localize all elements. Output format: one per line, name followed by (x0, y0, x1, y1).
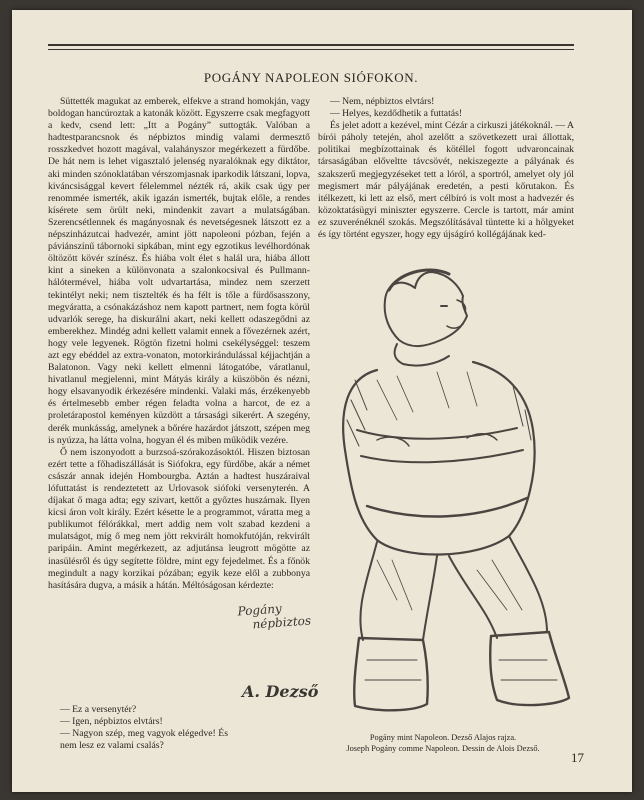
dialog-line: — Ez a versenytér? (60, 704, 137, 715)
handwritten-signature-pogany (237, 600, 311, 633)
article-right-column (318, 96, 574, 241)
dialog-line: — Helyes, kezdődhetik a futtatás! (330, 108, 463, 120)
dialog-line: — Nagyon szép, meg vagyok elégedve! És nem lesz ez valami csalás? (60, 728, 228, 752)
paragraph: Ő nem iszonyodott a burzsoá-szórakozásoktól. Hiszen biztosan ezért tette a főhadiszállását is Siófokra, egy fürdőbe, akár a német császár annak idején Hombourgba. Aztán a hadtest huszáraival lófuttatást is rendeztetett az Urlovasok siófoki versenyterén. A díjakat ő maga adta; egy szivart, kettőt a győztes huszárnak. Ilyen kicsi áron volt király. Ezért késette le a programmot, váratta meg a publikumot félórákkal, mert addig nem volt szabad kezdeni a mulatságot, míg ő meg nem jött rekvirált homokfutóján, rekvirált paripáin. Amint megérkezett, az adjutánsa leugrott mögötte az inasülésről és úgy segítette földre, mint egy fejedelmet. És a főnök megindult a nagy korzikai pózában; egyik keze elől a zubbonya hasítására dugva, a másik a hátán. Méltóságosan kérdezte: (48, 446, 310, 591)
artist-signature: A. Dezső (242, 682, 319, 701)
caption-french: Joseph Pogány comme Napoleon. Dessin de Alois Dezső. (346, 744, 540, 753)
signature-line: népbiztos (252, 613, 312, 632)
paragraph: És jelet adott a kezével, mint Cézár a cirkuszi játékoknál. — A bírói páholy tetején, ahol azelőtt a szövetkezett urai állottak, politikai megbízottainak és kötéllel fogott udvaroncainak társaságában előveltte távcsövét, nekiszegezte a pályának és szakszerű megjegyzéseket tett a lóról, a sportról, amelyet oly jól megismert már pályájának eredetén, a pesti kőrutakon. És itélkezett, ki lett az első, mert célbíró is volt most a hadvezér és közoktatásügyi miniszter egyszerre. Cercle is tartott, már amint ez szuverénéknél szokás. Megszólításával tüntette ki a hölgyeket és így történt egyszer, hogy egy újságíró kollégájának ked- (318, 120, 574, 241)
article-left-bottom (48, 606, 228, 752)
signature-line: Pogány (237, 601, 283, 619)
paragraph: Süttették magukat az emberek, elfekve a strand homokján, vagy boldogan hancúroztak a katonák között. Egyszerre csak megfagyott a kedv, csend lett: „Itt a Pogány” suttogták. Valóban a hadtestparancsnok és népbiztos mindig valami dermesztő rosszkedvet hozott magával, valahányszor megérkezett a fürdőbe. De hát nem is lehet vigasztaló jelenség nyaralóknak egy diktátor, aki minden szónoklatában vérszomjasnak iparkodik látszani, lopva, kiváncsisággal kevert félelemmel nézték rá, akik csak úgy per renommée ismerték, akik igazán ismerték, bujtak előle, a rendes kísérete sem örült neki, mindenkit zavart a mulatságában. Szerencsétlennek és magányosnak és nevetségesnek látszott ez a népszinházutcai hadvezér, amint jött napoleoni pózban, fején a páviánszínű tábornoki sipkában, mint egy egzotikus levélhordónak öltözött kövér színész. És hiába volt élet s halál ura, hiába állott kint a sineken a különvonata a szalonkocsival és Pullmann-hálótermével, hiába volt udvartartása, mindez nem szerzett tekintélyt neki; nem tisztelték és ha félt is tőle a fürdősasszony, megváratta, a csónakázáshoz nem kapott partnert, nem fogta körül udvarlók serege, ha diskurálni akart, neki kellett odaszegődni az emberekhez. Mindég adni kellett valamit ennek a fővezérnek azért, hogy vele legyenek. Rögtön fizetni holmi csekélységgel: teszem azt egy ebéddel az extra-vonaton, motorkirándulással kéjjachtján a Balatonon. Vagy neki kellett elmenni látogatóbe, váratlanul, hivatlanul megjelenni, mint Mátyás király a küszöbön és nézni, hogy elsavanyodik érkezésére mindenki. Valaki más, érzékenyebb és értelmesebb ember régen feladta volna a harcot, de ez a proletárapostol keményen küzdött a társasági sikerért. A szegény, derék munkásság, amelynek a bőrére hazárdot játszott, szépen meg is nyúzza, ha látta volna, hogyan él és miben működik vezére. (48, 96, 310, 446)
article-title: POGÁNY NAPOLEON SIÓFOKON. (203, 70, 419, 85)
dialog-line: — Nem, népbiztos elvtárs! (330, 96, 435, 107)
header-rule-thick (48, 44, 574, 46)
caption-hungarian: Pogány mint Napoleon. Dezső Alajos rajza. (369, 733, 517, 742)
page-number: 17 (571, 750, 584, 765)
dialog-line: — Igen, népbiztos elvtárs! (60, 716, 163, 728)
magazine-page (12, 10, 632, 792)
napoleon-caricature-drawing (227, 260, 577, 730)
header-rule-thin (48, 49, 574, 50)
